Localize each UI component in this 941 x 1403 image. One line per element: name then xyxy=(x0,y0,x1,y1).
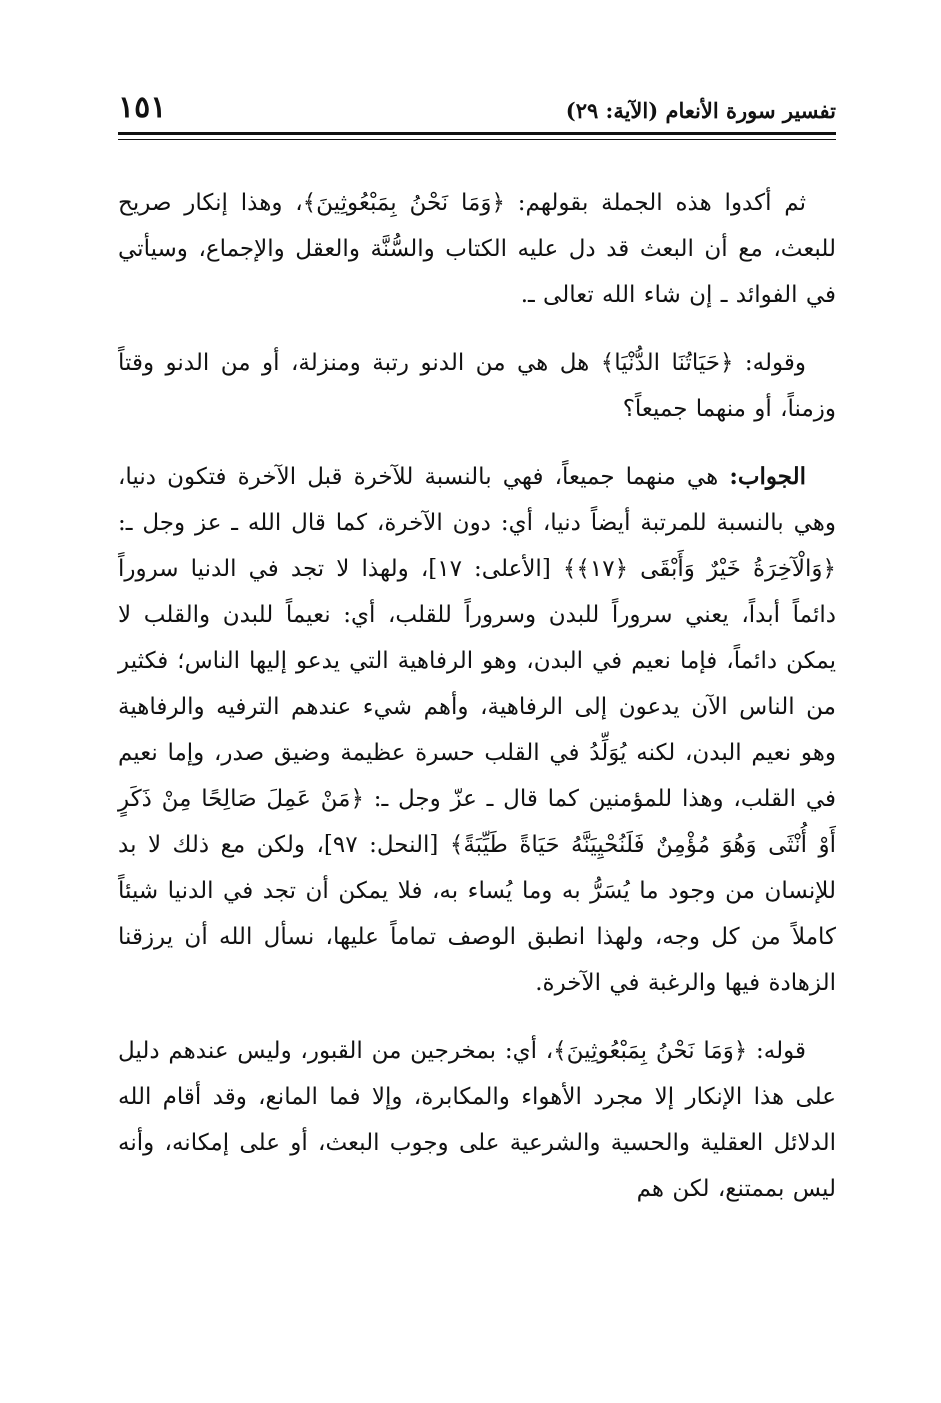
body-text xyxy=(118,180,836,1212)
book-page xyxy=(118,84,836,1364)
running-title: تفسير سورة الأنعام (الآية: ٢٩) xyxy=(565,98,836,123)
paragraph-2 xyxy=(118,340,836,432)
page-header xyxy=(118,84,836,128)
header-rule-thick xyxy=(118,132,836,135)
paragraph-2-text: وقوله: ﴿حَيَاتُنَا الدُّنْيَا﴾ هل هي من الدنو رتبة ومنزلة، أو من الدنو وقتاً وزمناً، أو منهما جميعاً؟ xyxy=(118,350,836,422)
header-rule-thin xyxy=(118,139,836,140)
paragraph-1-text: ثم أكدوا هذه الجملة بقولهم: ﴿وَمَا نَحْنُ بِمَبْعُوثِينَ﴾، وهذا إنكار صريح للبعث، مع أن البعث قد دل عليه الكتاب والسُّنَّة والعقل والإجماع، وسيأتي في الفوائد ـ إن شاء الله تعالى ـ. xyxy=(118,190,836,308)
paragraph-1 xyxy=(118,180,836,318)
answer-label: الجواب: xyxy=(729,463,806,490)
paragraph-4 xyxy=(118,1028,836,1212)
paragraph-3-text: هي منهما جميعاً، فهي بالنسبة للآخرة قبل الآخرة فتكون دنيا، وهي بالنسبة للمرتبة أيضاً دنيا، أي: دون الآخرة، كما قال الله ـ عز وجل ـ: ﴿وَالْآخِرَةُ خَيْرٌ وَأَبْقَى ﴿١٧﴾﴾ [الأعلى: ١٧]، ولهذا لا تجد في الدنيا سروراً دائماً أبداً، يعني سروراً للبدن وسروراً للقلب، أي: نعيماً للبدن والقلب لا يمكن دائماً، فإما نعيم في البدن، وهو الرفاهية التي يدعو إليها الناس؛ فكثير من الناس الآن يدعون إلى الرفاهية، وأهم شيء عندهم الترفيه والرفاهية وهو نعيم البدن، لكنه يُوَلِّدُ في القلب حسرة عظيمة وضيق صدر، وإما نعيم في القلب، وهذا للمؤمنين كما قال ـ عزّ وجل ـ: ﴿مَنْ عَمِلَ صَالِحًا مِنْ ذَكَرٍ أَوْ أُنْثَى وَهُوَ مُؤْمِنٌ فَلَنُحْيِيَنَّهُ حَيَاةً طَيِّبَةً﴾ [النحل: ٩٧]، ولكن مع ذلك لا بد للإنسان من وجود ما يُسَرُّ به وما يُساء به، فلا يمكن أن تجد في الدنيا شيئاً كاملاً من كل وجه، ولهذا انطبق الوصف تماماً عليها، نسأل الله أن يرزقنا الزهادة فيها والرغبة في الآخرة. xyxy=(118,464,837,996)
paragraph-4-text: قوله: ﴿وَمَا نَحْنُ بِمَبْعُوثِينَ﴾، أي: بمخرجين من القبور، وليس عندهم دليل على هذا الإنكار إلا مجرد الأهواء والمكابرة، وإلا فما المانع، وقد أقام الله الدلائل العقلية والحسية والشرعية على وجوب البعث، أو على إمكانه، وأنه ليس بممتنع، لكن هم xyxy=(118,1038,836,1202)
page-number: ١٥١ xyxy=(118,90,167,125)
paragraph-3 xyxy=(118,454,836,1006)
